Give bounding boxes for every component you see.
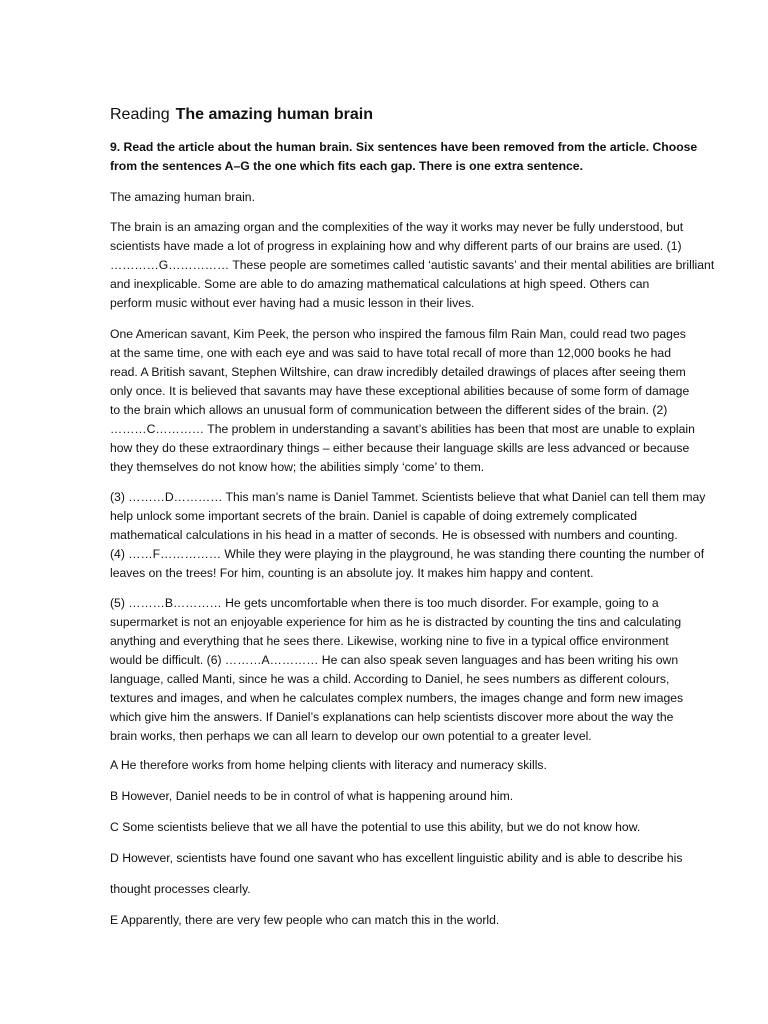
paragraph-4 xyxy=(110,594,730,746)
paragraph-line: language, called Manti, since he was a child. According to Daniel, he sees numbers as different colours, xyxy=(110,672,670,686)
option-d-continued: thought processes clearly. xyxy=(110,882,251,896)
paragraph-3 xyxy=(110,488,730,583)
paragraph-line: how they do these extraordinary things – either because their language skills are less advanced or because xyxy=(110,441,690,455)
paragraph-line: at the same time, one with each eye and was said to have total recall of more than 12,000 books he had xyxy=(110,346,671,360)
paragraph-line: textures and images, and when he calculates complex numbers, the images change and form new images xyxy=(110,691,684,705)
paragraph-line: would be difficult. (6) ………A………… He can also speak seven languages and has been writing his own xyxy=(110,653,679,667)
paragraph-line: which give him the answers. If Daniel’s explanations can help scientists discover more about the way the xyxy=(110,710,674,724)
paragraph-1 xyxy=(110,218,730,313)
heading-title: The amazing human brain xyxy=(175,106,373,123)
paragraph-line: (3) ………D………… This man’s name is Daniel Tammet. Scientists believe that what Daniel can tell them may xyxy=(110,490,706,504)
option-e: E Apparently, there are very few people who can match this in the world. xyxy=(110,913,500,927)
instructions-line: 9. Read the article about the human brain. Six sentences have been removed from the article. Choose xyxy=(110,140,698,154)
paragraph-line: One American savant, Kim Peek, the person who inspired the famous film Rain Man, could read two pages xyxy=(110,327,686,341)
paragraph-line: read. A British savant, Stephen Wiltshire, can draw incredibly detailed drawings of places after seeing them xyxy=(110,365,686,379)
paragraph-line: supermarket is not an enjoyable experience for him as he is distracted by counting the tins and calculating xyxy=(110,615,682,629)
option-b: B However, Daniel needs to be in control of what is happening around him. xyxy=(110,789,514,803)
option-c: C Some scientists believe that we all have the potential to use this ability, but we do not know how. xyxy=(110,820,641,834)
paragraph-line: ………C………… The problem in understanding a savant’s abilities has been that most are unable to explain xyxy=(110,422,695,436)
document-heading xyxy=(110,104,373,126)
paragraph-line: brain works, then perhaps we can all learn to develop our own potential to a greater level. xyxy=(110,729,592,743)
instructions-line: from the sentences A–G the one which fits each gap. There is one extra sentence. xyxy=(110,159,583,173)
paragraph-line: help unlock some important secrets of the brain. Daniel is capable of doing extremely complicated xyxy=(110,509,638,523)
article-title: The amazing human brain. xyxy=(110,190,255,204)
paragraph-line: and inexplicable. Some are able to do amazing mathematical calculations at high speed. Others can xyxy=(110,277,650,291)
heading-label: Reading xyxy=(110,106,170,123)
option-a: A He therefore works from home helping clients with literacy and numeracy skills. xyxy=(110,758,547,772)
paragraph-line: The brain is an amazing organ and the complexities of the way it works may never be fully understood, but xyxy=(110,220,684,234)
paragraph-line: scientists have made a lot of progress in explaining how and why different parts of our brains are used. (1) xyxy=(110,239,682,253)
paragraph-line: (5) ………B………… He gets uncomfortable when there is too much disorder. For example, going to a xyxy=(110,596,659,610)
option-d: D However, scientists have found one savant who has excellent linguistic ability and is able to describe his xyxy=(110,851,683,865)
paragraph-line: leaves on the trees! For him, counting is an absolute joy. It makes him happy and content. xyxy=(110,566,594,580)
paragraph-line: anything and everything that he sees there. Likewise, working nine to five in a typical office environment xyxy=(110,634,669,648)
paragraph-line: perform music without ever having had a music lesson in their lives. xyxy=(110,296,475,310)
instructions xyxy=(110,138,730,176)
paragraph-line: (4) ……F…………… While they were playing in the playground, he was standing there counting the number of xyxy=(110,547,705,561)
paragraph-line: they themselves do not know how; the abilities simply ‘come’ to them. xyxy=(110,460,485,474)
paragraph-line: to the brain which allows an unusual form of communication between the different sides of the brain. (2) xyxy=(110,403,668,417)
paragraph-2 xyxy=(110,325,730,477)
paragraph-line: mathematical calculations in his head in a matter of seconds. He is obsessed with numbers and counting. xyxy=(110,528,678,542)
paragraph-line: only once. It is believed that savants may have these exceptional abilities because of some form of damage xyxy=(110,384,690,398)
paragraph-line: …………G…………… These people are sometimes called ‘autistic savants’ and their mental abilities are brilliant xyxy=(110,258,715,272)
